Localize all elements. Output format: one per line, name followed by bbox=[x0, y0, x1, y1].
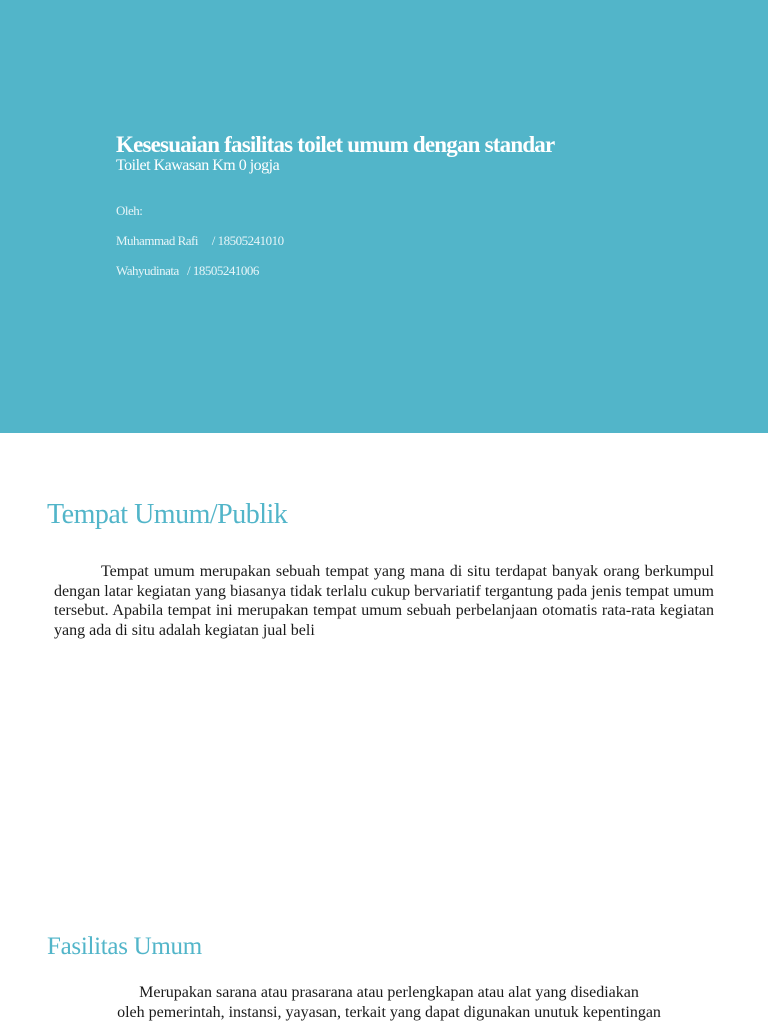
public-facility-line-1: Merupakan sarana atau prasarana atau perlengkapan atau alat yang disediakan bbox=[139, 984, 639, 1001]
title-slide bbox=[0, 0, 768, 433]
presentation-title: Kesesuaian fasilitas toilet umum dengan standar bbox=[116, 132, 555, 157]
section-heading-public-facility: Fasilitas Umum bbox=[47, 933, 202, 960]
presentation-subtitle: Toilet Kawasan Km 0 jogja bbox=[116, 157, 280, 174]
public-facility-line-2: oleh pemerintah, instansi, yayasan, terkait yang dapat digunakan unutuk kepentingan bbox=[117, 1004, 661, 1021]
author-line-2: Wahyudinata / 18505241006 bbox=[116, 263, 259, 278]
section-heading-public-place: Tempat Umum/Publik bbox=[47, 499, 288, 530]
by-label: Oleh: bbox=[116, 203, 143, 218]
public-place-paragraph: Tempat umum merupakan sebuah tempat yang mana di situ terdapat banyak orang berkumpul dengan latar kegiatan yang biasanya tidak terlalu cukup bervariatif tergantung pada jenis tempat umum tersebut. Apabila tempat ini merupakan tempat umum sebuah perbelanjaan otomatis rata-rata kegiatan yang ada di situ adalah kegiatan jual beli bbox=[54, 563, 714, 639]
author-line-1: Muhammad Rafi / 18505241010 bbox=[116, 233, 284, 248]
public-facility-paragraph bbox=[54, 983, 724, 1023]
slide-divider bbox=[0, 433, 768, 434]
